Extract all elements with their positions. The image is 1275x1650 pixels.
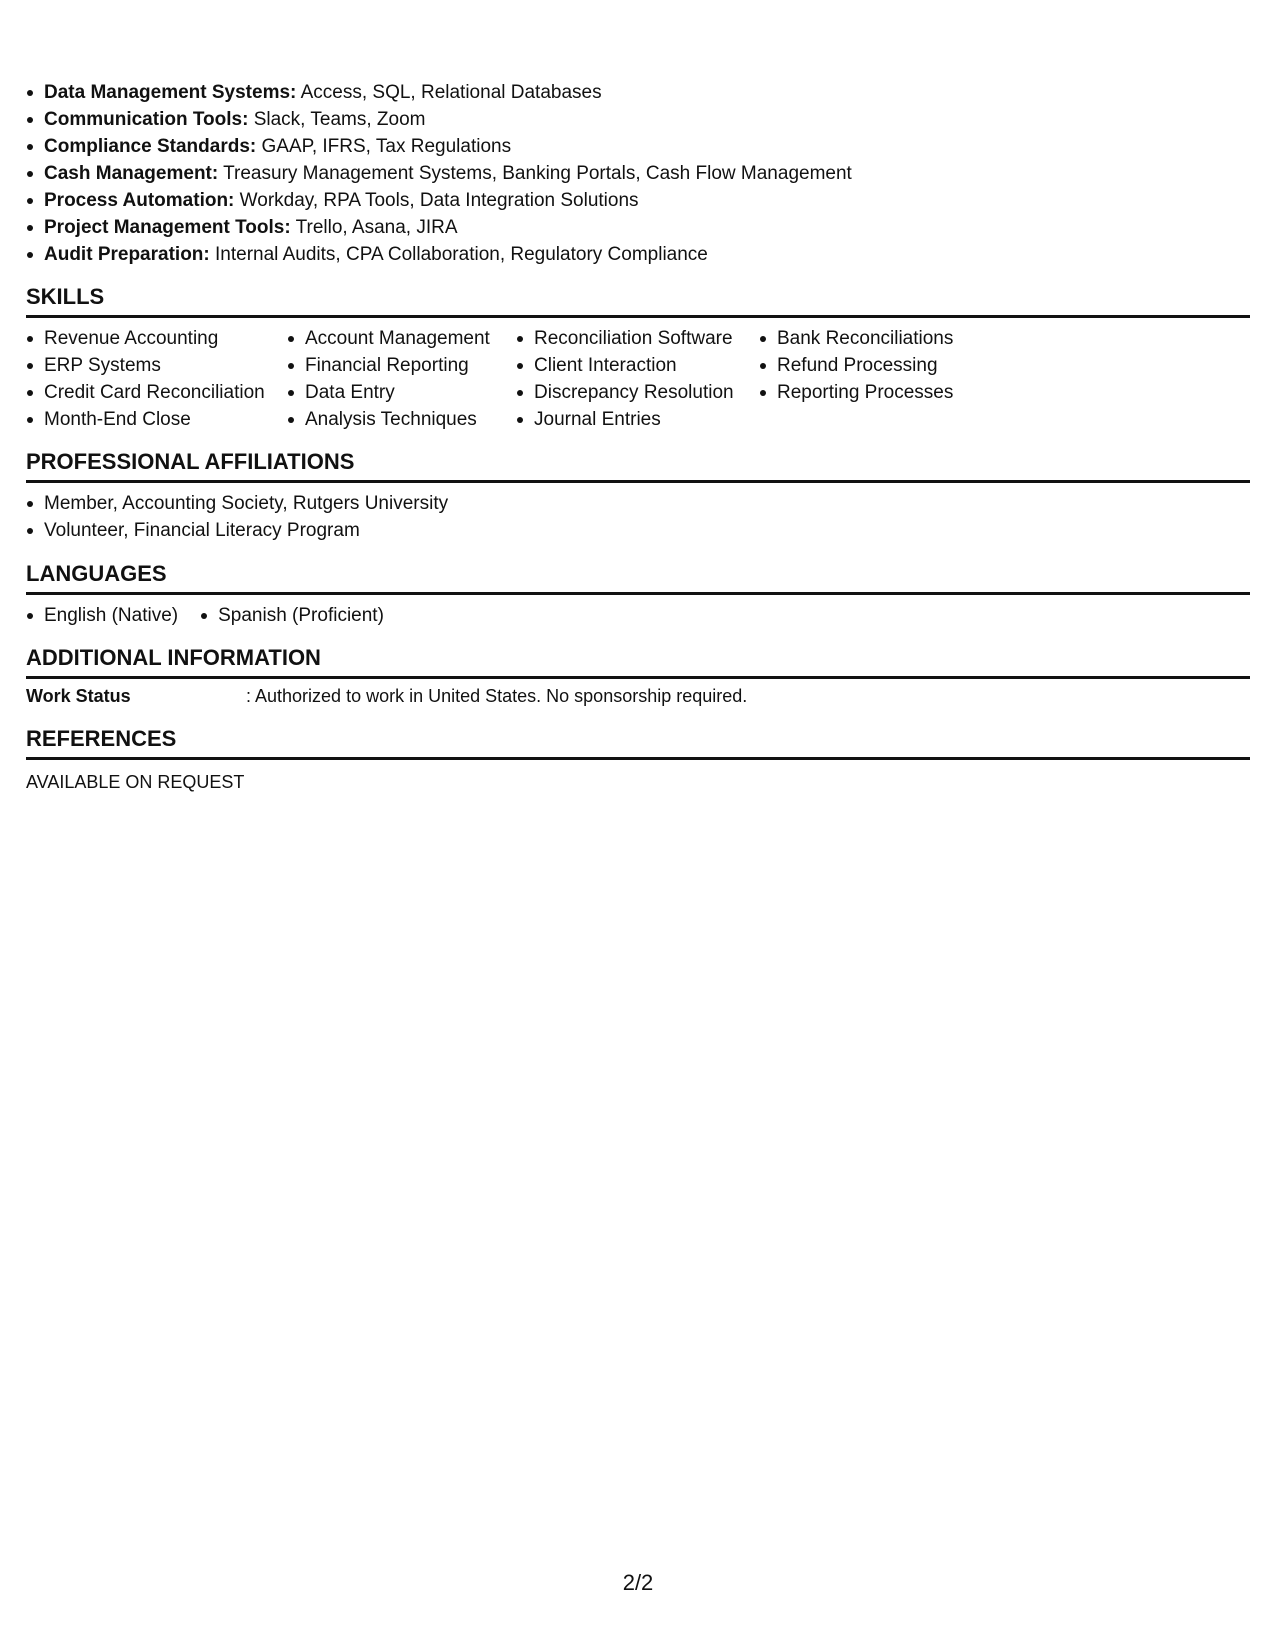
tool-item: [26, 214, 852, 241]
tool-key: Project Management Tools:: [44, 217, 291, 238]
tool-item: [26, 187, 852, 214]
work-status-label: Work Status: [26, 686, 131, 706]
affiliation-item: Volunteer, Financial Literacy Program: [26, 517, 448, 544]
tool-key: Communication Tools:: [44, 109, 249, 130]
tools-list: [26, 79, 852, 268]
tool-item: [26, 79, 852, 106]
skill-item: Revenue Accounting: [26, 325, 287, 352]
skill-item: Discrepancy Resolution: [516, 379, 759, 406]
skill-item: Financial Reporting: [287, 352, 516, 379]
languages-heading: LANGUAGES: [26, 561, 1250, 595]
tool-value: GAAP, IFRS, Tax Regulations: [256, 136, 512, 157]
skill-item: Credit Card Reconciliation: [26, 379, 287, 406]
skill-item: ERP Systems: [26, 352, 287, 379]
tool-key: Data Management Systems:: [44, 82, 297, 103]
tool-value: Slack, Teams, Zoom: [248, 109, 426, 130]
affiliation-item: Member, Accounting Society, Rutgers University: [26, 490, 448, 517]
references-heading: REFERENCES: [26, 726, 1250, 760]
skills-grid: [26, 325, 999, 433]
tool-item: [26, 106, 852, 133]
page-number: 2/2: [622, 1570, 654, 1595]
tool-key: Process Automation:: [44, 190, 235, 211]
skill-item: Refund Processing: [759, 352, 999, 379]
skills-column: [759, 325, 999, 433]
tool-key: Audit Preparation:: [44, 244, 210, 265]
skill-item: Bank Reconciliations: [759, 325, 999, 352]
skill-item: Analysis Techniques: [287, 406, 516, 433]
references-text: AVAILABLE ON REQUEST: [26, 772, 245, 792]
tool-item: [26, 160, 852, 187]
tool-key: Cash Management:: [44, 163, 219, 184]
skill-item: Data Entry: [287, 379, 516, 406]
resume-page: [26, 0, 1250, 1650]
skill-item: Account Management: [287, 325, 516, 352]
skills-heading: SKILLS: [26, 284, 1250, 318]
work-status-value: : Authorized to work in United States. No sponsorship required.: [246, 686, 748, 706]
skill-item: Month-End Close: [26, 406, 287, 433]
skills-column: [516, 325, 759, 433]
tool-value: Access, SQL, Relational Databases: [296, 82, 602, 103]
language-item: English (Native): [26, 602, 178, 629]
skills-column: [287, 325, 516, 433]
language-item: Spanish (Proficient): [200, 602, 384, 629]
additional-info-heading: ADDITIONAL INFORMATION: [26, 645, 1250, 679]
affiliations-list: [26, 490, 448, 544]
tool-key: Compliance Standards:: [44, 136, 257, 157]
tool-value: Internal Audits, CPA Collaboration, Regulatory Compliance: [209, 244, 708, 265]
work-status-row: [26, 684, 747, 708]
languages-list: [26, 602, 406, 629]
skills-column: [26, 325, 287, 433]
skill-item: Journal Entries: [516, 406, 759, 433]
tool-item: [26, 241, 852, 268]
tool-item: [26, 133, 852, 160]
tool-value: Trello, Asana, JIRA: [290, 217, 458, 238]
skill-item: Client Interaction: [516, 352, 759, 379]
skill-item: Reconciliation Software: [516, 325, 759, 352]
affiliations-heading: PROFESSIONAL AFFILIATIONS: [26, 449, 1250, 483]
tool-value: Workday, RPA Tools, Data Integration Solutions: [234, 190, 639, 211]
skill-item: Reporting Processes: [759, 379, 999, 406]
tool-value: Treasury Management Systems, Banking Portals, Cash Flow Management: [218, 163, 852, 184]
